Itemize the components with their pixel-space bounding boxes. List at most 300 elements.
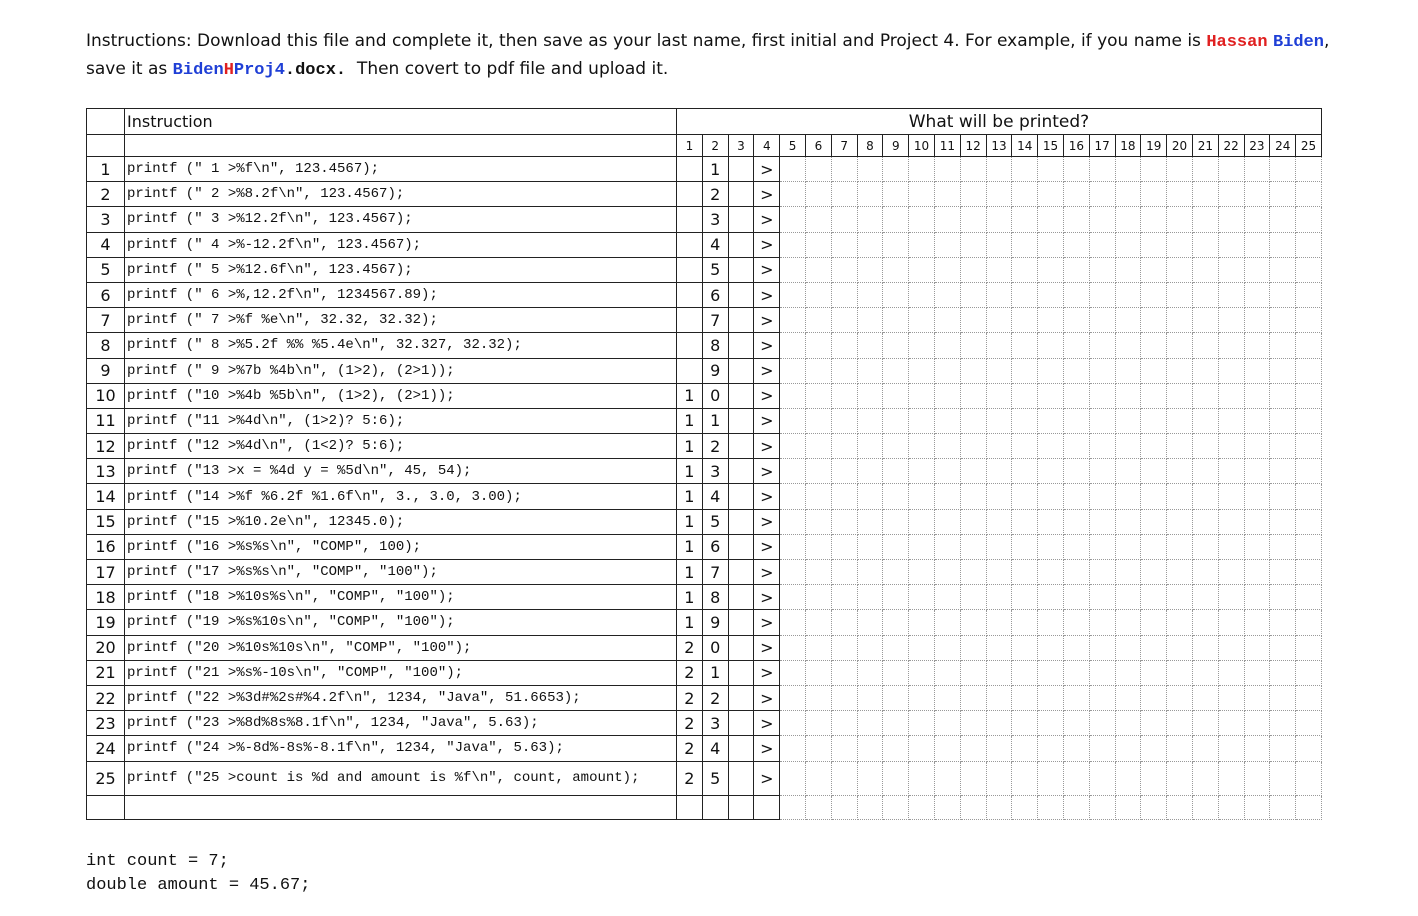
answer-cell[interactable] <box>1192 795 1218 819</box>
answer-cell-1[interactable]: 1 <box>677 509 703 534</box>
answer-cell-8[interactable] <box>857 459 883 484</box>
answer-cell[interactable] <box>934 795 960 819</box>
answer-cell-3[interactable] <box>728 207 754 232</box>
answer-cell-23[interactable] <box>1244 282 1270 307</box>
answer-cell-21[interactable] <box>1192 736 1218 761</box>
answer-cell-14[interactable] <box>1012 408 1038 433</box>
answer-cell-8[interactable] <box>857 585 883 610</box>
answer-cell-15[interactable] <box>1038 534 1064 559</box>
answer-cell-12[interactable] <box>960 711 986 736</box>
answer-cell-12[interactable] <box>960 434 986 459</box>
answer-cell-8[interactable] <box>857 534 883 559</box>
answer-cell-8[interactable] <box>857 308 883 333</box>
answer-cell-2[interactable]: 0 <box>702 383 728 408</box>
answer-cell-1[interactable] <box>677 257 703 282</box>
answer-cell-14[interactable] <box>1012 711 1038 736</box>
answer-cell-22[interactable] <box>1218 282 1244 307</box>
answer-cell-18[interactable] <box>1115 484 1141 509</box>
answer-cell-16[interactable] <box>1063 660 1089 685</box>
answer-cell-17[interactable] <box>1089 358 1115 383</box>
answer-cell-25[interactable] <box>1296 635 1322 660</box>
answer-cell-21[interactable] <box>1192 358 1218 383</box>
answer-cell-3[interactable] <box>728 333 754 358</box>
answer-cell-11[interactable] <box>934 308 960 333</box>
answer-cell[interactable] <box>1167 795 1193 819</box>
answer-cell-10[interactable] <box>909 408 935 433</box>
answer-cell-6[interactable] <box>805 333 831 358</box>
answer-cell-2[interactable]: 3 <box>702 207 728 232</box>
answer-cell-1[interactable]: 2 <box>677 761 703 795</box>
answer-cell-16[interactable] <box>1063 635 1089 660</box>
answer-cell-2[interactable]: 8 <box>702 333 728 358</box>
answer-cell-20[interactable] <box>1167 207 1193 232</box>
answer-cell-14[interactable] <box>1012 182 1038 207</box>
answer-cell-20[interactable] <box>1167 408 1193 433</box>
answer-cell[interactable] <box>1296 795 1322 819</box>
answer-cell-11[interactable] <box>934 610 960 635</box>
answer-cell-5[interactable] <box>780 232 806 257</box>
answer-cell-19[interactable] <box>1141 736 1167 761</box>
answer-cell-2[interactable]: 1 <box>702 660 728 685</box>
answer-cell-22[interactable] <box>1218 761 1244 795</box>
answer-cell-5[interactable] <box>780 459 806 484</box>
answer-cell-12[interactable] <box>960 333 986 358</box>
answer-cell-25[interactable] <box>1296 610 1322 635</box>
answer-cell-3[interactable] <box>728 560 754 585</box>
answer-cell-10[interactable] <box>909 257 935 282</box>
answer-cell-13[interactable] <box>986 434 1012 459</box>
answer-cell-2[interactable]: 8 <box>702 585 728 610</box>
answer-cell-21[interactable] <box>1192 282 1218 307</box>
answer-cell-24[interactable] <box>1270 182 1296 207</box>
answer-cell-16[interactable] <box>1063 459 1089 484</box>
answer-cell-19[interactable] <box>1141 182 1167 207</box>
answer-cell-9[interactable] <box>883 534 909 559</box>
answer-cell-1[interactable]: 2 <box>677 635 703 660</box>
answer-cell-20[interactable] <box>1167 484 1193 509</box>
answer-cell-14[interactable] <box>1012 308 1038 333</box>
answer-cell-25[interactable] <box>1296 761 1322 795</box>
answer-cell-16[interactable] <box>1063 509 1089 534</box>
answer-cell-14[interactable] <box>1012 232 1038 257</box>
answer-cell-7[interactable] <box>831 660 857 685</box>
answer-cell-7[interactable] <box>831 736 857 761</box>
answer-cell-12[interactable] <box>960 157 986 182</box>
answer-cell-8[interactable] <box>857 157 883 182</box>
answer-cell-4[interactable]: > <box>754 711 780 736</box>
answer-cell-14[interactable] <box>1012 282 1038 307</box>
answer-cell-24[interactable] <box>1270 207 1296 232</box>
answer-cell-1[interactable] <box>677 207 703 232</box>
answer-cell-2[interactable]: 2 <box>702 434 728 459</box>
answer-cell-20[interactable] <box>1167 383 1193 408</box>
answer-cell-25[interactable] <box>1296 182 1322 207</box>
answer-cell-5[interactable] <box>780 157 806 182</box>
answer-cell-15[interactable] <box>1038 610 1064 635</box>
answer-cell[interactable] <box>702 795 728 819</box>
answer-cell-8[interactable] <box>857 610 883 635</box>
answer-cell-22[interactable] <box>1218 358 1244 383</box>
answer-cell-17[interactable] <box>1089 610 1115 635</box>
answer-cell-12[interactable] <box>960 207 986 232</box>
answer-cell-22[interactable] <box>1218 207 1244 232</box>
answer-cell-7[interactable] <box>831 459 857 484</box>
answer-cell-23[interactable] <box>1244 685 1270 710</box>
answer-cell-1[interactable]: 1 <box>677 383 703 408</box>
answer-cell-19[interactable] <box>1141 308 1167 333</box>
answer-cell-8[interactable] <box>857 182 883 207</box>
answer-cell-25[interactable] <box>1296 585 1322 610</box>
answer-cell-20[interactable] <box>1167 635 1193 660</box>
answer-cell-24[interactable] <box>1270 358 1296 383</box>
answer-cell-20[interactable] <box>1167 534 1193 559</box>
answer-cell-9[interactable] <box>883 182 909 207</box>
answer-cell-12[interactable] <box>960 358 986 383</box>
answer-cell-8[interactable] <box>857 509 883 534</box>
answer-cell-19[interactable] <box>1141 257 1167 282</box>
answer-cell-11[interactable] <box>934 232 960 257</box>
answer-cell-10[interactable] <box>909 509 935 534</box>
answer-cell-10[interactable] <box>909 736 935 761</box>
answer-cell-24[interactable] <box>1270 685 1296 710</box>
answer-cell-6[interactable] <box>805 484 831 509</box>
answer-cell-21[interactable] <box>1192 711 1218 736</box>
answer-cell-22[interactable] <box>1218 711 1244 736</box>
answer-cell-6[interactable] <box>805 685 831 710</box>
answer-cell-18[interactable] <box>1115 282 1141 307</box>
answer-cell-19[interactable] <box>1141 560 1167 585</box>
answer-cell-15[interactable] <box>1038 761 1064 795</box>
answer-cell-5[interactable] <box>780 434 806 459</box>
answer-cell-24[interactable] <box>1270 585 1296 610</box>
answer-cell-9[interactable] <box>883 434 909 459</box>
answer-cell-3[interactable] <box>728 610 754 635</box>
answer-cell[interactable] <box>857 795 883 819</box>
answer-cell-15[interactable] <box>1038 383 1064 408</box>
answer-cell-7[interactable] <box>831 585 857 610</box>
answer-cell-5[interactable] <box>780 585 806 610</box>
answer-cell-3[interactable] <box>728 509 754 534</box>
answer-cell-22[interactable] <box>1218 560 1244 585</box>
answer-cell-16[interactable] <box>1063 585 1089 610</box>
answer-cell-7[interactable] <box>831 257 857 282</box>
answer-cell-5[interactable] <box>780 484 806 509</box>
answer-cell-5[interactable] <box>780 308 806 333</box>
answer-cell-11[interactable] <box>934 459 960 484</box>
answer-cell[interactable] <box>1038 795 1064 819</box>
answer-cell-1[interactable] <box>677 333 703 358</box>
answer-cell-14[interactable] <box>1012 358 1038 383</box>
answer-cell-20[interactable] <box>1167 182 1193 207</box>
answer-cell-12[interactable] <box>960 459 986 484</box>
answer-cell-7[interactable] <box>831 157 857 182</box>
answer-cell-25[interactable] <box>1296 660 1322 685</box>
answer-cell-20[interactable] <box>1167 509 1193 534</box>
answer-cell-25[interactable] <box>1296 484 1322 509</box>
answer-cell-15[interactable] <box>1038 308 1064 333</box>
answer-cell-14[interactable] <box>1012 333 1038 358</box>
answer-cell-16[interactable] <box>1063 207 1089 232</box>
answer-cell-22[interactable] <box>1218 585 1244 610</box>
answer-cell-25[interactable] <box>1296 383 1322 408</box>
answer-cell-13[interactable] <box>986 711 1012 736</box>
answer-cell-7[interactable] <box>831 484 857 509</box>
answer-cell-22[interactable] <box>1218 408 1244 433</box>
answer-cell-6[interactable] <box>805 660 831 685</box>
answer-cell-4[interactable]: > <box>754 685 780 710</box>
answer-cell-25[interactable] <box>1296 257 1322 282</box>
answer-cell-16[interactable] <box>1063 761 1089 795</box>
answer-cell-24[interactable] <box>1270 232 1296 257</box>
answer-cell-18[interactable] <box>1115 434 1141 459</box>
answer-cell-11[interactable] <box>934 736 960 761</box>
answer-cell-11[interactable] <box>934 257 960 282</box>
answer-cell-23[interactable] <box>1244 383 1270 408</box>
answer-cell-4[interactable]: > <box>754 560 780 585</box>
answer-cell-12[interactable] <box>960 509 986 534</box>
answer-cell-3[interactable] <box>728 635 754 660</box>
answer-cell-25[interactable] <box>1296 157 1322 182</box>
answer-cell-24[interactable] <box>1270 157 1296 182</box>
answer-cell-10[interactable] <box>909 585 935 610</box>
answer-cell-1[interactable]: 2 <box>677 660 703 685</box>
answer-cell-3[interactable] <box>728 157 754 182</box>
answer-cell-21[interactable] <box>1192 182 1218 207</box>
answer-cell-22[interactable] <box>1218 484 1244 509</box>
answer-cell-7[interactable] <box>831 509 857 534</box>
answer-cell-9[interactable] <box>883 383 909 408</box>
answer-cell-10[interactable] <box>909 459 935 484</box>
answer-cell-24[interactable] <box>1270 282 1296 307</box>
answer-cell-11[interactable] <box>934 434 960 459</box>
answer-cell-22[interactable] <box>1218 257 1244 282</box>
answer-cell-4[interactable]: > <box>754 434 780 459</box>
answer-cell-9[interactable] <box>883 736 909 761</box>
answer-cell-5[interactable] <box>780 685 806 710</box>
answer-cell-21[interactable] <box>1192 383 1218 408</box>
answer-cell-4[interactable]: > <box>754 383 780 408</box>
answer-cell-12[interactable] <box>960 560 986 585</box>
answer-cell-2[interactable]: 1 <box>702 408 728 433</box>
answer-cell-24[interactable] <box>1270 635 1296 660</box>
answer-cell-2[interactable]: 2 <box>702 182 728 207</box>
answer-cell-8[interactable] <box>857 736 883 761</box>
answer-cell-6[interactable] <box>805 711 831 736</box>
answer-cell-10[interactable] <box>909 207 935 232</box>
answer-cell-16[interactable] <box>1063 711 1089 736</box>
answer-cell-23[interactable] <box>1244 408 1270 433</box>
answer-cell-19[interactable] <box>1141 660 1167 685</box>
answer-cell-18[interactable] <box>1115 509 1141 534</box>
answer-cell-2[interactable]: 7 <box>702 560 728 585</box>
answer-cell-9[interactable] <box>883 459 909 484</box>
answer-cell-10[interactable] <box>909 685 935 710</box>
answer-cell-14[interactable] <box>1012 434 1038 459</box>
answer-cell-9[interactable] <box>883 635 909 660</box>
answer-cell-23[interactable] <box>1244 434 1270 459</box>
answer-cell-13[interactable] <box>986 257 1012 282</box>
answer-cell-12[interactable] <box>960 484 986 509</box>
answer-cell-19[interactable] <box>1141 358 1167 383</box>
answer-cell-22[interactable] <box>1218 157 1244 182</box>
answer-cell-1[interactable]: 1 <box>677 408 703 433</box>
answer-cell-4[interactable]: > <box>754 660 780 685</box>
answer-cell-7[interactable] <box>831 635 857 660</box>
answer-cell-7[interactable] <box>831 182 857 207</box>
answer-cell-9[interactable] <box>883 509 909 534</box>
answer-cell-9[interactable] <box>883 484 909 509</box>
answer-cell-1[interactable]: 1 <box>677 560 703 585</box>
answer-cell-9[interactable] <box>883 585 909 610</box>
answer-cell-8[interactable] <box>857 232 883 257</box>
answer-cell-19[interactable] <box>1141 484 1167 509</box>
answer-cell-21[interactable] <box>1192 635 1218 660</box>
answer-cell-4[interactable]: > <box>754 232 780 257</box>
answer-cell[interactable] <box>1063 795 1089 819</box>
answer-cell-15[interactable] <box>1038 157 1064 182</box>
answer-cell-16[interactable] <box>1063 685 1089 710</box>
answer-cell-13[interactable] <box>986 408 1012 433</box>
answer-cell-14[interactable] <box>1012 736 1038 761</box>
answer-cell-12[interactable] <box>960 182 986 207</box>
answer-cell-19[interactable] <box>1141 232 1167 257</box>
answer-cell-22[interactable] <box>1218 660 1244 685</box>
answer-cell-15[interactable] <box>1038 333 1064 358</box>
answer-cell-13[interactable] <box>986 282 1012 307</box>
answer-cell-17[interactable] <box>1089 635 1115 660</box>
answer-cell-24[interactable] <box>1270 736 1296 761</box>
answer-cell-16[interactable] <box>1063 560 1089 585</box>
answer-cell-9[interactable] <box>883 711 909 736</box>
answer-cell-25[interactable] <box>1296 434 1322 459</box>
answer-cell[interactable] <box>805 795 831 819</box>
answer-cell-24[interactable] <box>1270 257 1296 282</box>
answer-cell-10[interactable] <box>909 308 935 333</box>
answer-cell-2[interactable]: 1 <box>702 157 728 182</box>
answer-cell-16[interactable] <box>1063 358 1089 383</box>
answer-cell-23[interactable] <box>1244 736 1270 761</box>
answer-cell-10[interactable] <box>909 182 935 207</box>
answer-cell-21[interactable] <box>1192 308 1218 333</box>
answer-cell[interactable] <box>1244 795 1270 819</box>
answer-cell-14[interactable] <box>1012 761 1038 795</box>
answer-cell-7[interactable] <box>831 560 857 585</box>
answer-cell-9[interactable] <box>883 560 909 585</box>
answer-cell-10[interactable] <box>909 761 935 795</box>
answer-cell-10[interactable] <box>909 660 935 685</box>
answer-cell-14[interactable] <box>1012 635 1038 660</box>
answer-cell-13[interactable] <box>986 358 1012 383</box>
answer-cell-10[interactable] <box>909 610 935 635</box>
answer-cell-17[interactable] <box>1089 434 1115 459</box>
answer-cell-5[interactable] <box>780 257 806 282</box>
answer-cell-9[interactable] <box>883 610 909 635</box>
answer-cell-7[interactable] <box>831 761 857 795</box>
answer-cell-8[interactable] <box>857 711 883 736</box>
answer-cell-17[interactable] <box>1089 207 1115 232</box>
answer-cell-15[interactable] <box>1038 207 1064 232</box>
answer-cell-4[interactable]: > <box>754 610 780 635</box>
answer-cell-20[interactable] <box>1167 761 1193 795</box>
answer-cell-3[interactable] <box>728 358 754 383</box>
answer-cell-13[interactable] <box>986 509 1012 534</box>
answer-cell-1[interactable] <box>677 282 703 307</box>
answer-cell-9[interactable] <box>883 257 909 282</box>
answer-cell-6[interactable] <box>805 534 831 559</box>
answer-cell-7[interactable] <box>831 383 857 408</box>
answer-cell-4[interactable]: > <box>754 333 780 358</box>
answer-cell-17[interactable] <box>1089 484 1115 509</box>
answer-cell-2[interactable]: 4 <box>702 484 728 509</box>
answer-cell-20[interactable] <box>1167 257 1193 282</box>
answer-cell-19[interactable] <box>1141 434 1167 459</box>
answer-cell-6[interactable] <box>805 383 831 408</box>
answer-cell-20[interactable] <box>1167 333 1193 358</box>
answer-cell-8[interactable] <box>857 358 883 383</box>
answer-cell-11[interactable] <box>934 534 960 559</box>
answer-cell-6[interactable] <box>805 207 831 232</box>
answer-cell[interactable] <box>1218 795 1244 819</box>
answer-cell-4[interactable]: > <box>754 207 780 232</box>
answer-cell-5[interactable] <box>780 383 806 408</box>
answer-cell-1[interactable]: 1 <box>677 484 703 509</box>
answer-cell-20[interactable] <box>1167 157 1193 182</box>
answer-cell-20[interactable] <box>1167 585 1193 610</box>
answer-cell-25[interactable] <box>1296 534 1322 559</box>
answer-cell-24[interactable] <box>1270 509 1296 534</box>
answer-cell-17[interactable] <box>1089 282 1115 307</box>
answer-cell-4[interactable]: > <box>754 459 780 484</box>
answer-cell-3[interactable] <box>728 408 754 433</box>
answer-cell-7[interactable] <box>831 308 857 333</box>
answer-cell-18[interactable] <box>1115 761 1141 795</box>
answer-cell-1[interactable]: 1 <box>677 434 703 459</box>
answer-cell-23[interactable] <box>1244 534 1270 559</box>
answer-cell-24[interactable] <box>1270 711 1296 736</box>
answer-cell[interactable] <box>754 795 780 819</box>
answer-cell-16[interactable] <box>1063 257 1089 282</box>
answer-cell-2[interactable]: 9 <box>702 610 728 635</box>
answer-cell-18[interactable] <box>1115 660 1141 685</box>
answer-cell-4[interactable]: > <box>754 534 780 559</box>
answer-cell-24[interactable] <box>1270 434 1296 459</box>
answer-cell-18[interactable] <box>1115 408 1141 433</box>
answer-cell-13[interactable] <box>986 736 1012 761</box>
answer-cell-5[interactable] <box>780 635 806 660</box>
answer-cell-13[interactable] <box>986 459 1012 484</box>
answer-cell-4[interactable]: > <box>754 182 780 207</box>
answer-cell-2[interactable]: 3 <box>702 711 728 736</box>
answer-cell-18[interactable] <box>1115 635 1141 660</box>
answer-cell-19[interactable] <box>1141 459 1167 484</box>
answer-cell[interactable] <box>1141 795 1167 819</box>
answer-cell-20[interactable] <box>1167 685 1193 710</box>
answer-cell-21[interactable] <box>1192 685 1218 710</box>
answer-cell-15[interactable] <box>1038 358 1064 383</box>
answer-cell-13[interactable] <box>986 484 1012 509</box>
answer-cell[interactable] <box>883 795 909 819</box>
answer-cell-13[interactable] <box>986 207 1012 232</box>
answer-cell-11[interactable] <box>934 408 960 433</box>
answer-cell-18[interactable] <box>1115 333 1141 358</box>
answer-cell-13[interactable] <box>986 635 1012 660</box>
answer-cell-23[interactable] <box>1244 761 1270 795</box>
answer-cell-2[interactable]: 5 <box>702 509 728 534</box>
answer-cell-18[interactable] <box>1115 711 1141 736</box>
answer-cell-3[interactable] <box>728 232 754 257</box>
answer-cell-24[interactable] <box>1270 333 1296 358</box>
answer-cell-24[interactable] <box>1270 560 1296 585</box>
